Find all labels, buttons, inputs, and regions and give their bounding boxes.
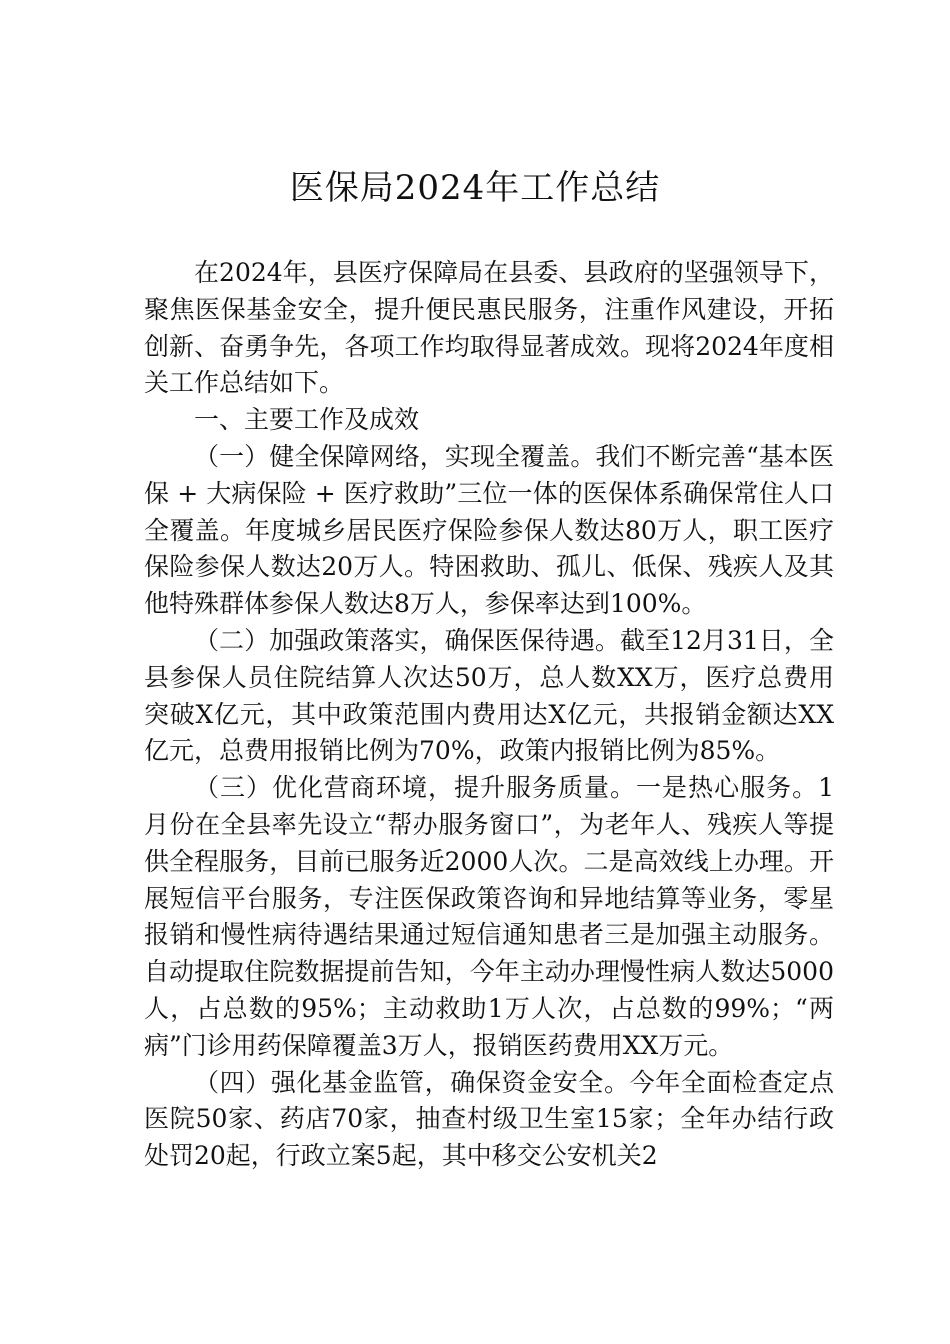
paragraph-supervision: （四）强化基金监管，确保资金安全。今年全面检查定点医院50家、药店70家，抽查村级卫生室15家；全年办结行政处罚20起，行政立案5起，其中移交公安机关2 [144,1067,834,1171]
document-title: 医保局2024年工作总结 [289,168,661,208]
paragraph-service: （三）优化营商环境，提升服务质量。一是热心服务。1月份在全县率先设立“帮办服务窗口”，为老年人、残疾人等提供全程服务，目前已服务近2000人次。二是高效线上办理。开展短信平台服务，专注医保政策咨询和异地结算等业务，零星报销和慢性病待遇结果通过短信通知患者三是加强主动服务。自动提取住院数据提前告知，今年主动办理慢性病人数达5000人，占总数的95%；主动救助1万人次，占总数的99%；“两病”门诊用药保障覆盖3万人，报销医药费用XX万元。 [144,773,834,1060]
section-heading: 一、主要工作及成效 [194,405,420,435]
paragraph-coverage: （一）健全保障网络，实现全覆盖。我们不断完善“基本医保 + 大病保险 + 医疗救助”三位一体的医保体系确保常住人口全覆盖。年度城乡居民医疗保险参保人数达80万人，职工医疗保险参保人数达20万人。特困救助、孤儿、低保、残疾人及其他特殊群体参保人数达8万人，参保率达到100%。 [144,441,834,619]
paragraph-policy: （二）加强政策落实，确保医保待遇。截至12月31日，全县参保人员住院结算人次达50万，总人数XX万，医疗总费用突破X亿元，其中政策范围内费用达X亿元，共报销金额达XX亿元，总费用报销比例为70%，政策内报销比例为85%。 [144,625,834,766]
intro-paragraph: 在2024年，县医疗保障局在县委、县政府的坚强领导下，聚焦医保基金安全，提升便民惠民服务，注重作风建设，开拓创新、奋勇争先，各项工作均取得显著成效。现将2024年度相关工作总结如下。 [144,258,834,398]
document-body [144,255,834,1175]
